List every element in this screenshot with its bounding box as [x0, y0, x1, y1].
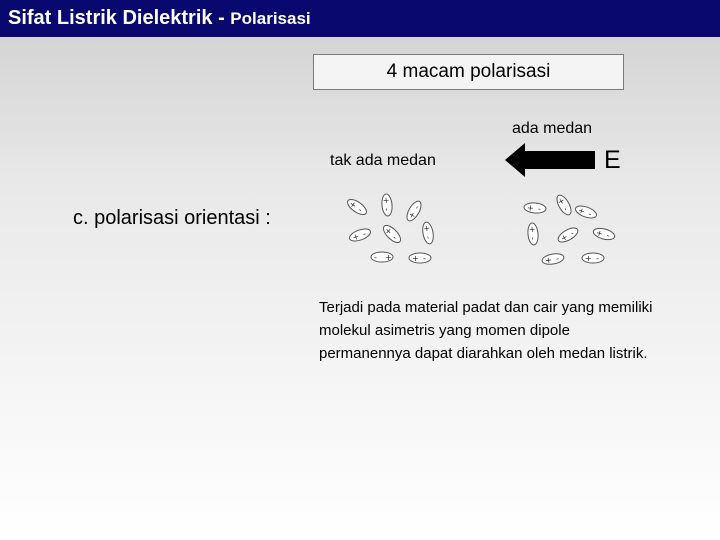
slide-title: Sifat Listrik Dielektrik - — [8, 7, 231, 29]
dipole-diagram — [340, 188, 630, 270]
svg-text:+: + — [576, 205, 587, 217]
svg-text:+: + — [555, 196, 567, 207]
svg-text:-: - — [587, 209, 593, 219]
svg-text:+: + — [351, 231, 361, 243]
dipole-icon — [421, 221, 435, 244]
dipole-icon — [527, 223, 539, 246]
svg-text:+: + — [527, 225, 537, 234]
svg-text:-: - — [356, 205, 365, 215]
svg-text:+: + — [544, 255, 553, 266]
svg-text:-: - — [374, 253, 377, 262]
dipole-icon — [524, 202, 547, 214]
left-arrow-icon — [505, 142, 595, 178]
dipole-icon — [348, 227, 372, 244]
dipole-icon — [381, 194, 393, 217]
polarization-types-box: 4 macam polarisasi — [313, 54, 624, 90]
dipole-icon — [574, 204, 598, 221]
svg-text:+: + — [585, 254, 592, 263]
dipole-icon — [541, 252, 564, 266]
svg-text:+: + — [594, 228, 604, 239]
svg-text:-: - — [423, 254, 426, 263]
svg-text:+: + — [381, 196, 391, 205]
dipole-icon — [381, 223, 404, 246]
dipole-icon — [404, 199, 424, 223]
svg-text:-: - — [568, 228, 576, 238]
dipole-icon — [345, 197, 369, 218]
dipole-icon — [371, 252, 393, 262]
svg-text:+: + — [382, 225, 394, 237]
title-bar — [0, 0, 720, 37]
svg-text:-: - — [361, 229, 368, 239]
svg-text:-: - — [537, 204, 542, 214]
dipole-icon — [554, 193, 574, 217]
svg-text:-: - — [412, 203, 422, 211]
svg-text:-: - — [423, 235, 433, 240]
svg-text:-: - — [561, 205, 571, 213]
svg-text:+: + — [385, 253, 392, 262]
electric-field-symbol: E — [604, 146, 621, 174]
svg-text:+: + — [421, 224, 432, 233]
svg-text:-: - — [596, 254, 599, 263]
svg-text:+: + — [412, 254, 419, 263]
svg-text:-: - — [605, 230, 611, 241]
svg-text:+: + — [347, 199, 359, 211]
slide-subtitle: Polarisasi — [230, 9, 311, 28]
svg-text:-: - — [382, 207, 392, 212]
description-text: Terjadi pada material padat dan cair yang memiliki molekul asimetris yang momen dipole permanennya dapat diarahkan oleh medan listrik. — [319, 299, 653, 362]
dipole-icon — [582, 253, 604, 263]
dipole-icon — [592, 226, 616, 241]
svg-text:+: + — [559, 232, 570, 244]
with-field-label: ada medan — [512, 120, 593, 137]
svg-text:-: - — [390, 233, 399, 242]
orientation-polarization-label: c. polarisasi orientasi : — [73, 207, 271, 229]
dipole-icon — [556, 225, 580, 245]
no-field-label: tak ada medan — [330, 152, 436, 169]
dipole-icon — [409, 253, 431, 263]
svg-text:+: + — [406, 210, 418, 221]
svg-text:+: + — [526, 203, 535, 213]
svg-text:-: - — [528, 236, 538, 241]
svg-text:-: - — [555, 254, 560, 264]
